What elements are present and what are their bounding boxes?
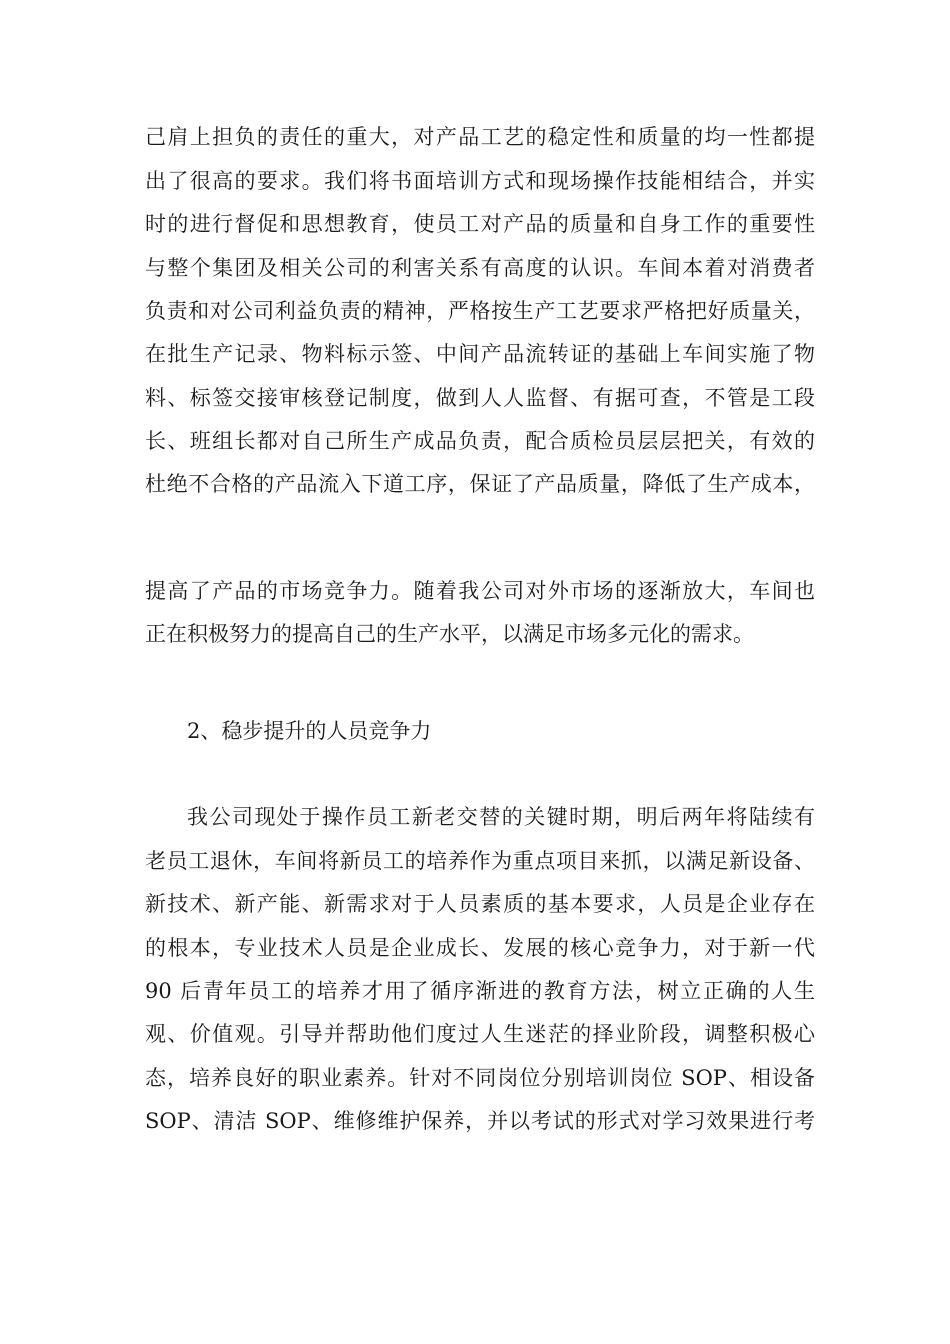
paragraph-2-line-4: 的根本，专业技术人员是企业成长、发展的核心竞争力，对于新一代 bbox=[145, 936, 815, 960]
paragraph-1-line-10: 提高了产品的市场竞争力。随着我公司对外市场的逐渐放大，车间也 bbox=[145, 579, 815, 603]
paragraph-2-line-5: 90 后青年员工的培养才用了循序渐进的教育方法，树立正确的人生 bbox=[145, 979, 815, 1003]
paragraph-2-line-2: 老员工退休，车间将新员工的培养作为重点项目来抓，以满足新设备、 bbox=[145, 849, 815, 873]
section-heading: 2、稳步提升的人员竞争力 bbox=[187, 719, 432, 743]
paragraph-1-line-3: 时的进行督促和思想教育，使员工对产品的质量和自身工作的重要性 bbox=[145, 212, 815, 236]
paragraph-2-line-3: 新技术、新产能、新需求对于人员素质的基本要求，人员是企业存在 bbox=[145, 892, 815, 916]
paragraph-2-line-7: 态，培养良好的职业素养。针对不同岗位分别培训岗位 SOP、相设备 bbox=[145, 1066, 815, 1090]
paragraph-1-line-1: 己肩上担负的责任的重大，对产品工艺的稳定性和质量的均一性都提 bbox=[145, 125, 815, 149]
paragraph-2-line-8: SOP、清洁 SOP、维修维护保养，并以考试的形式对学习效果进行考 bbox=[145, 1109, 815, 1133]
paragraph-1-line-8: 长、班组长都对自己所生产成品负责，配合质检员层层把关，有效的 bbox=[145, 429, 815, 453]
paragraph-1-line-2: 出了很高的要求。我们将书面培训方式和现场操作技能相结合，并实 bbox=[145, 169, 815, 193]
paragraph-1-line-9: 杜绝不合格的产品流入下道工序，保证了产品质量，降低了生产成本， bbox=[145, 472, 815, 496]
paragraph-1-line-4: 与整个集团及相关公司的利害关系有高度的认识。车间本着对消费者 bbox=[145, 256, 815, 280]
paragraph-1-line-6: 在批生产记录、物料标示签、中间产品流转证的基础上车间实施了物 bbox=[145, 342, 815, 366]
paragraph-2-line-1: 我公司现处于操作员工新老交替的关键时期，明后两年将陆续有 bbox=[187, 805, 815, 829]
paragraph-2-line-6: 观、价值观。引导并帮助他们度过人生迷茫的择业阶段，调整积极心 bbox=[145, 1022, 815, 1046]
paragraph-1-line-5: 负责和对公司利益负责的精神，严格按生产工艺要求严格把好质量关， bbox=[145, 299, 815, 323]
paragraph-1-line-7: 料、标签交接审核登记制度，做到人人监督、有据可查，不管是工段 bbox=[145, 386, 815, 410]
paragraph-1-line-11: 正在积极努力的提高自己的生产水平，以满足市场多元化的需求。 bbox=[145, 622, 754, 646]
